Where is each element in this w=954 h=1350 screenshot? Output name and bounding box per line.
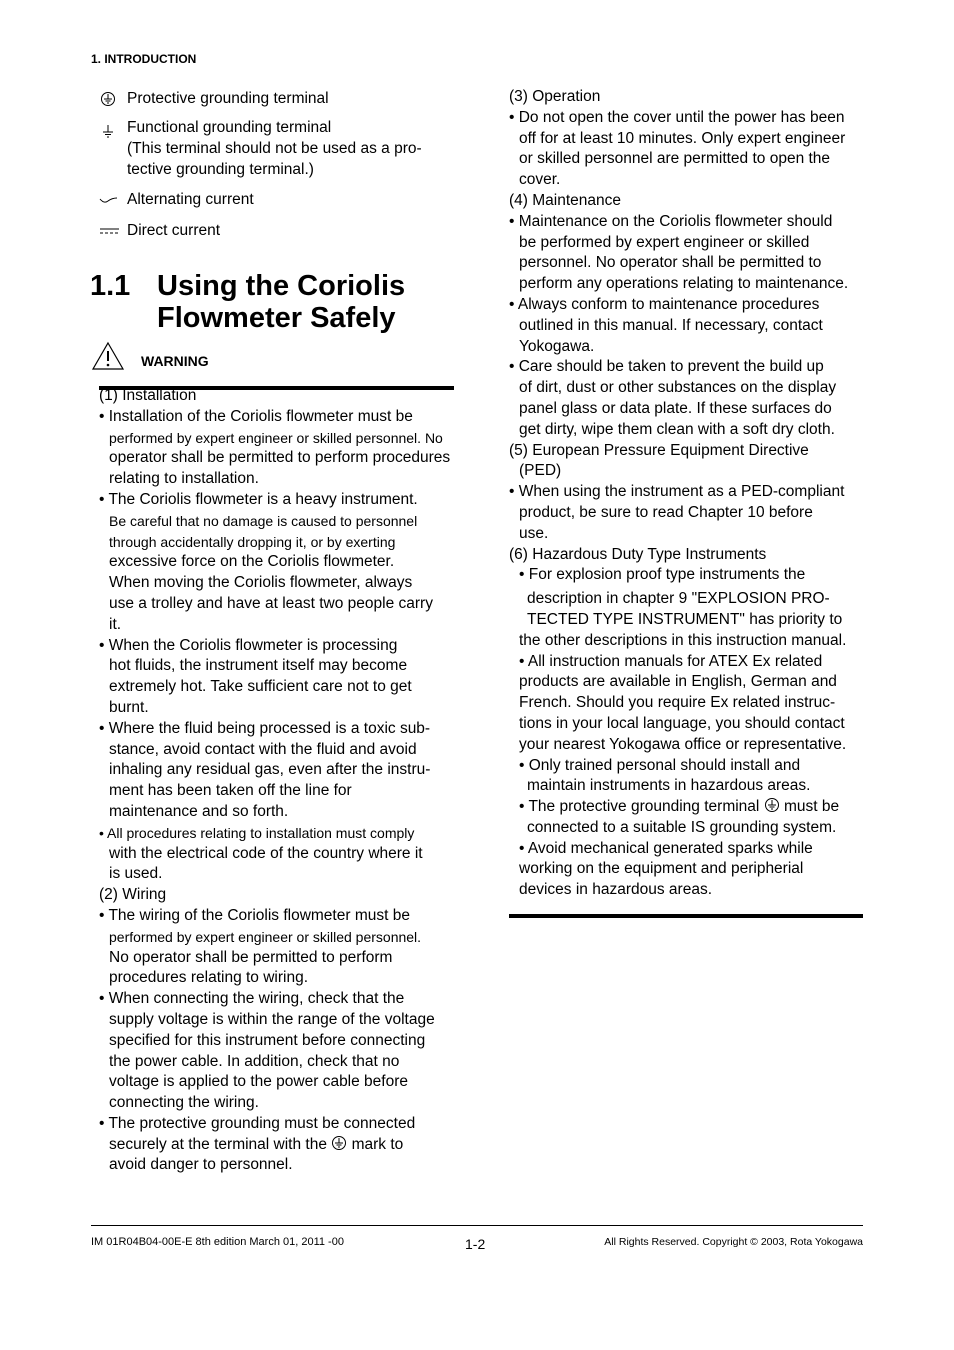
text-line: be performed by expert engineer or skilled — [519, 233, 810, 251]
text-line: • All procedures relating to installation must comply — [99, 824, 415, 841]
text-line: French. Should you require Ex related instruc- — [519, 694, 836, 712]
footer-copyright: All Rights Reserved. Copyright © 2003, Rota Yokogawa — [604, 1236, 863, 1248]
section-title-line2: Flowmeter Safely — [157, 302, 396, 334]
text-line: (3) Operation — [509, 88, 601, 105]
protective-grounding-icon — [764, 797, 780, 813]
text-line-with-ground-symbol — [99, 1135, 450, 1156]
text-line: use. — [519, 524, 549, 542]
text-line: • For explosion proof type instruments the — [519, 566, 806, 584]
text-line: (2) Wiring — [99, 886, 167, 904]
text-line: procedures relating to wiring. — [109, 969, 309, 987]
text-fragment: • The protective grounding terminal — [519, 798, 764, 816]
text-line: Yokogawa. — [519, 337, 595, 355]
text-line: perform any operations relating to maintenance. — [519, 275, 849, 293]
symbol-label: Alternating current — [127, 191, 254, 208]
symbol-label: Functional grounding terminal — [127, 119, 332, 136]
text-line: • The wiring of the Coriolis flowmeter must be — [99, 906, 410, 924]
text-line: specified for this instrument before connecting — [109, 1031, 426, 1049]
text-line: with the electrical code of the country where it — [109, 844, 423, 862]
text-line: • When using the instrument as a PED-compliant — [509, 483, 845, 501]
symbol-label: Direct current — [127, 222, 221, 239]
text-fragment: securely at the terminal with the — [109, 1135, 332, 1153]
text-line: When moving the Coriolis flowmeter, always — [109, 574, 413, 592]
direct-current-icon — [99, 223, 119, 239]
text-line: burnt. — [109, 698, 149, 716]
text-line: maintenance and so forth. — [109, 802, 289, 820]
text-line: • Always conform to maintenance procedures — [509, 295, 820, 313]
functional-grounding-icon — [99, 123, 119, 139]
text-line: • Do not open the cover until the power has been — [509, 108, 845, 126]
text-line: connecting the wiring. — [109, 1094, 259, 1112]
text-line: inhaling any residual gas, even after the instru- — [109, 761, 431, 779]
text-line: working on the equipment and peripherial — [519, 860, 804, 878]
text-line: product, be sure to read Chapter 10 before — [519, 503, 813, 521]
protective-grounding-icon — [99, 91, 119, 107]
text-line: operator shall be permitted to perform procedures — [109, 449, 451, 467]
text-line: • When connecting the wiring, check that the — [99, 990, 405, 1008]
text-line: the other descriptions in this instruction manual. — [519, 631, 847, 649]
text-line: tions in your local language, you should contact — [519, 714, 845, 732]
text-line: off for at least 10 minutes. Only expert engineer — [519, 129, 846, 147]
text-line: personnel. No operator shall be permitted to — [519, 254, 822, 272]
text-line: maintain instruments in hazardous areas. — [527, 777, 811, 795]
text-line: avoid danger to personnel. — [109, 1156, 293, 1174]
text-line: extremely hot. Take sufficient care not to get — [109, 678, 412, 696]
text-line: your nearest Yokogawa office or representative. — [519, 735, 847, 753]
text-line: (PED) — [519, 462, 562, 480]
text-line: (4) Maintenance — [509, 191, 622, 209]
text-line: products are available in English, German and — [519, 673, 837, 691]
text-line: • Only trained personal should install and — [519, 756, 801, 774]
text-line: (1) Installation — [99, 387, 197, 404]
footer-rule — [91, 1225, 863, 1226]
protective-grounding-icon — [331, 1135, 347, 1151]
text-line: • The Coriolis flowmeter is a heavy instrument. — [99, 490, 418, 508]
symbol-note: (This terminal should not be used as a pro- — [127, 140, 422, 157]
warning-left-column — [99, 386, 450, 1176]
text-line: • Care should be taken to prevent the build up — [509, 358, 824, 376]
text-line: description in chapter 9 "EXPLOSION PRO- — [527, 590, 830, 608]
text-line: • All instruction manuals for ATEX Ex related — [519, 652, 823, 670]
text-line: connected to a suitable IS grounding system. — [527, 818, 837, 836]
page-number: 1-2 — [465, 1236, 486, 1252]
text-line: • Installation of the Coriolis flowmeter must be — [99, 407, 413, 425]
section-title-line1: Using the Coriolis — [157, 270, 406, 302]
text-line: use a trolley and have at least two people carry — [109, 594, 433, 612]
text-line: ment has been taken off the line for — [109, 782, 352, 800]
section-title — [90, 270, 405, 334]
text-line: the power cable. In addition, check that no — [109, 1052, 400, 1070]
symbol-note: tective grounding terminal.) — [127, 161, 314, 178]
symbol-label: Protective grounding terminal — [127, 90, 329, 107]
text-line: get dirty, wipe them clean with a soft dry cloth. — [519, 420, 835, 438]
text-line: • Avoid mechanical generated sparks while — [519, 839, 813, 857]
warning-right-column — [509, 87, 848, 901]
footer-doc-id: IM 01R04B04-00E-E 8th edition March 01, 2011 -00 — [91, 1236, 344, 1248]
text-line: excessive force on the Coriolis flowmeter. — [109, 553, 395, 571]
text-line: • When the Coriolis flowmeter is processing — [99, 636, 398, 654]
text-line: hot fluids, the instrument itself may become — [109, 657, 408, 675]
text-line-with-ground-symbol — [509, 797, 848, 818]
text-line: supply voltage is within the range of the voltage — [109, 1010, 435, 1028]
warning-bottom-rule — [509, 914, 863, 918]
text-line: No operator shall be permitted to perform — [109, 948, 393, 966]
text-line: relating to installation. — [109, 470, 259, 488]
warning-triangle-icon — [91, 341, 125, 371]
text-line: (5) European Pressure Equipment Directive — [509, 441, 809, 459]
text-line: of dirt, dust or other substances on the display — [519, 379, 837, 397]
text-line: • Where the fluid being processed is a toxic sub- — [99, 719, 431, 737]
running-header: 1. INTRODUCTION — [91, 52, 197, 66]
text-line: • The protective grounding must be connected — [99, 1114, 416, 1132]
warning-label: WARNING — [141, 353, 209, 369]
text-line: devices in hazardous areas. — [519, 881, 713, 899]
text-line: voltage is applied to the power cable before — [109, 1073, 409, 1091]
text-line: is used. — [109, 865, 163, 883]
text-line: outlined in this manual. If necessary, contact — [519, 316, 823, 334]
text-line: stance, avoid contact with the fluid and avoid — [109, 740, 417, 758]
section-number: 1.1 — [90, 270, 131, 302]
warning-header — [91, 341, 454, 387]
text-line: Be careful that no damage is caused to personnel — [109, 512, 418, 529]
text-line: • Maintenance on the Coriolis flowmeter should — [509, 212, 833, 230]
text-line: or skilled personnel are permitted to open the — [519, 150, 831, 168]
text-fragment: must be — [779, 798, 840, 816]
text-line: cover. — [519, 171, 561, 189]
text-line: panel glass or data plate. If these surfaces do — [519, 399, 832, 417]
text-line: it. — [109, 615, 122, 633]
text-line: (6) Hazardous Duty Type Instruments — [509, 545, 767, 563]
alternating-current-icon — [99, 192, 119, 208]
text-line: TECTED TYPE INSTRUMENT" has priority to — [527, 610, 843, 628]
text-line: performed by expert engineer or skilled personnel. — [109, 928, 422, 945]
text-line: through accidentally dropping it, or by exerting — [109, 533, 396, 550]
text-fragment: mark to — [347, 1135, 404, 1153]
text-line: performed by expert engineer or skilled personnel. No — [109, 429, 443, 446]
